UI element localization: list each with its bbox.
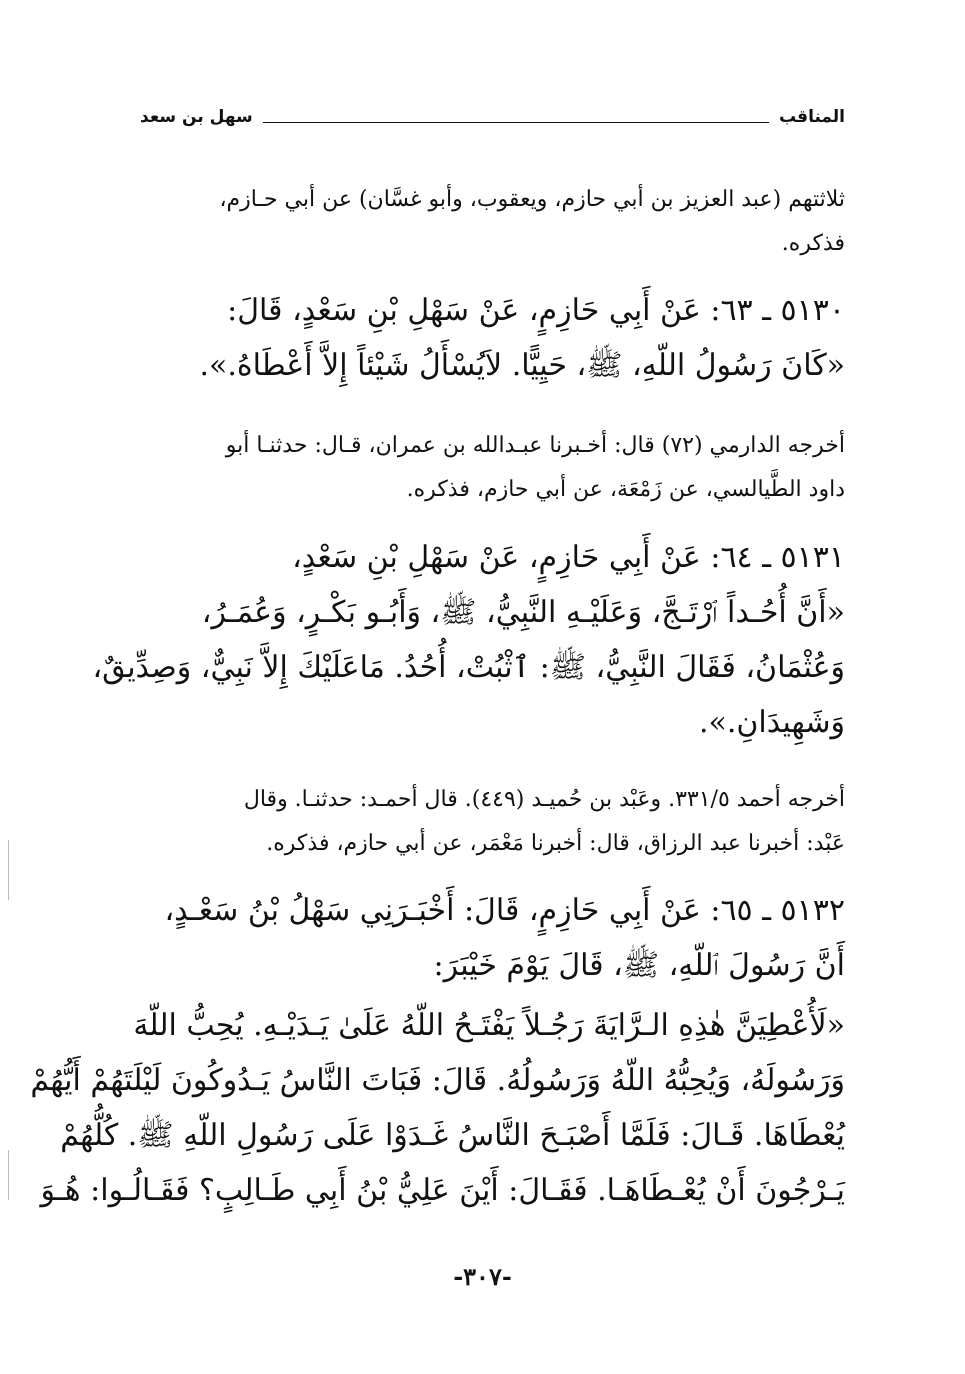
header-chapter-title: المناقب [778,107,845,127]
text-line: فذكره. [781,231,845,256]
hadith-text-line: وَعُثْمَانُ، فَقَالَ النَّبِيُّ، ﷺ: ٱثْبُتْ، أُحُدُ. مَاعَلَيْكَ إِلاَّ نَبِيٌّ، وَصِدِّيقٌ، [92,650,845,685]
page-number: -٣٠٧- [453,1262,512,1291]
text-line: داود الطَّيالسي، عن زَمْعَة، عن أبي حازم، فذكره. [406,477,845,502]
hadith-5130 [140,283,845,393]
text-line: أخرجه الدارمي (٧٢) قال: أخـبرنا عبـدالله بن عمران، قـال: حدثنـا أبو [225,433,845,458]
hadith-heading: ٥١٣٢ ـ ٦٥: عَنْ أَبِي حَازِمٍ، قَالَ: أَخْبَـرَنِي سَهْلُ بْنُ سَعْـدٍ، [164,893,845,928]
hadith-text-line: «لَأُعْطِيَنَّ هٰذِهِ الـرَّايَةَ رَجُـلاً يَفْتَـحُ اللّهُ عَلَىٰ يَـدَيْـهِ. يُحِبُّ اللّهَ [133,1008,845,1043]
hadith-5132-heading [140,883,845,993]
text-line: ثلاثتهم (عبد العزيز بن أبي حازم، ويعقوب، وأبو غسَّان) عن أبي حـازم، [219,187,845,212]
header-section-title: سهل بن سعد [140,107,253,127]
paragraph-intro [140,178,845,266]
takhrij-5130 [140,424,845,512]
hadith-5131 [92,530,845,750]
hadith-text-line: وَرَسُولَهُ، وَيُحِبُّهُ اللّهُ وَرَسُولُهُ. قَالَ: فَبَاتَ النَّاسُ يَـدُوكُونَ لَيْلَتَهُمْ أَيُّهُمْ [30,1063,845,1098]
text-line: عَبْد: أخبرنا عبد الرزاق، قال: أخبرنا مَعْمَر، عن أبي حازم، فذكره. [266,831,845,856]
takhrij-5131 [140,778,845,866]
hadith-text-line: وَشَهِيدَانِ.». [698,705,845,740]
hadith-heading: ٥١٣١ ـ ٦٤: عَنْ أَبِي حَازِمٍ، عَنْ سَهْلِ بْنِ سَعْدٍ، [292,540,845,575]
hadith-text-line: «كَانَ رَسُولُ اللّهِ، ﷺ، حَيِيًّا. لاَيُسْأَلُ شَيْئاً إِلاَّ أَعْطَاهُ.». [199,348,845,383]
hadith-heading: ٥١٣٠ ـ ٦٣: عَنْ أَبِي حَازِمٍ، عَنْ سَهْلِ بْنِ سَعْدٍ، قَالَ: [227,293,845,328]
hadith-text-line: أَنَّ رَسُولَ ٱللّهِ، ﷺ، قَالَ يَوْمَ خَيْبَرَ: [433,948,845,983]
hadith-text-line: يَـرْجُونَ أَنْ يُعْـطَاهَـا. فَقَـالَ: أَيْنَ عَلِيُّ بْنُ أَبِي طَـالِبٍ؟ فَقَـالُـوا: هُـوَ [40,1173,845,1208]
running-header [140,100,845,134]
scan-margin-mark [8,840,9,900]
hadith-text-line: «أَنَّ أُحُـداً ٱرْتَـجَّ، وَعَلَيْـهِ النَّبِيُّ، ﷺ، وَأَبُـو بَكْـرٍ، وَعُمَـرُ، [201,595,845,630]
hadith-text-line: يُعْطَاهَا. قَـالَ: فَلَمَّا أَصْبَـحَ النَّاسُ غَـدَوْا عَلَى رَسُولِ اللّهِ ﷺ. كُلُّهُمْ [60,1118,845,1153]
header-rule [263,122,769,123]
hadith-5132-text [30,998,845,1218]
scan-margin-mark [8,1150,9,1200]
text-line: أخرجه أحمد ٣٣١/٥. وعَبْد بن حُميـد (٤٤٩). قال أحمـد: حدثنـا. وقال [243,787,845,812]
